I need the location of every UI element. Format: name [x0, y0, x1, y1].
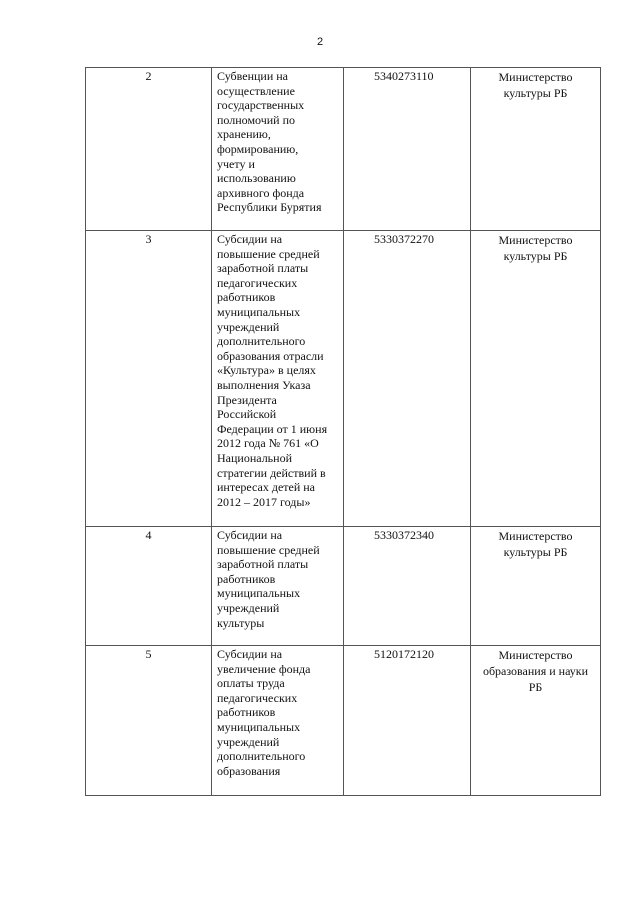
subsidy-name-line: государственных — [217, 98, 305, 113]
ministry — [471, 231, 601, 527]
subsidy-name-line: Субсидии на — [217, 528, 283, 542]
ministry-line: образования и науки — [482, 664, 589, 678]
table-row — [86, 231, 601, 527]
subsidies-table — [85, 67, 601, 796]
subsidy-name-line: архивного фонда — [217, 185, 305, 200]
ministry — [471, 527, 601, 646]
subsidy-name-line: дополнительного — [217, 749, 306, 764]
subsidy-name-line: выполнения Указа — [217, 377, 311, 392]
row-number: 5 — [86, 646, 212, 796]
subsidy-name-line: 2012 – 2017 годы» — [217, 494, 311, 509]
subsidy-name-line: повышение средней — [217, 246, 320, 261]
subsidy-name-line: 2012 года № 761 «О — [217, 436, 319, 451]
ministry-line: Министерство — [498, 70, 573, 84]
subsidy-name-line: Субвенции на — [217, 69, 289, 83]
subsidy-name-line: хранению, — [217, 127, 271, 142]
ministry — [471, 68, 601, 231]
subsidy-name-line: учреждений — [217, 319, 280, 334]
ministry — [471, 646, 601, 796]
subsidy-name-line: формированию, — [217, 141, 299, 156]
subsidy-name-line: Субсидии на — [217, 232, 283, 246]
subsidy-name-line: работников — [217, 290, 276, 305]
subsidy-name-line: педагогических — [217, 275, 298, 290]
subsidy-name-line: увеличение фонда — [217, 661, 311, 676]
ministry-line: Министерство — [498, 233, 573, 247]
subsidy-name-line: стратегии действий в — [217, 465, 326, 480]
subsidy-name-line: Президента — [217, 392, 277, 407]
subsidy-name-line: учреждений — [217, 734, 280, 749]
ministry-line: РБ — [528, 680, 543, 694]
subsidy-name-line: образования отрасли — [217, 348, 324, 363]
subsidy-name-line: Республики Бурятия — [217, 200, 322, 215]
subsidy-name-line: интересах детей на — [217, 480, 316, 495]
subsidy-name — [212, 68, 344, 231]
table-row — [86, 527, 601, 646]
subsidy-name-line: Субсидии на — [217, 647, 283, 661]
row-number: 3 — [86, 231, 212, 527]
subsidy-name — [212, 646, 344, 796]
ministry-line: культуры РБ — [503, 545, 568, 559]
ministry-line: культуры РБ — [503, 86, 568, 100]
row-number: 2 — [86, 68, 212, 231]
page-number: 2 — [316, 36, 324, 48]
subsidy-name-line: Национальной — [217, 450, 292, 465]
ministry-line: культуры РБ — [503, 249, 568, 263]
table-row — [86, 68, 601, 231]
subsidy-name-line: муниципальных — [217, 304, 301, 319]
budget-code: 5120172120 — [344, 646, 471, 796]
subsidy-name-line: педагогических — [217, 690, 298, 705]
subsidy-name-line: Российской — [217, 407, 277, 422]
subsidy-name-line: заработной платы — [217, 557, 309, 572]
subsidy-name-line: образования — [217, 763, 281, 778]
subsidy-name — [212, 231, 344, 527]
subsidy-name-line: работников — [217, 571, 276, 586]
subsidy-name-line: «Культура» в целях — [217, 363, 316, 378]
subsidy-name-line: муниципальных — [217, 586, 301, 601]
subsidy-name-line: учету и — [217, 156, 255, 171]
budget-code: 5330372340 — [344, 527, 471, 646]
subsidy-name-line: учреждений — [217, 600, 280, 615]
subsidy-name-line: муниципальных — [217, 719, 301, 734]
subsidy-name-line: Федерации от 1 июня — [217, 421, 328, 436]
subsidy-name-line: заработной платы — [217, 261, 309, 276]
subsidy-name-line: полномочий по — [217, 112, 296, 127]
ministry-line: Министерство — [498, 529, 573, 543]
budget-code: 5330372270 — [344, 231, 471, 527]
subsidy-name-line: использованию — [217, 171, 296, 186]
budget-code: 5340273110 — [344, 68, 471, 231]
subsidy-name-line: повышение средней — [217, 542, 320, 557]
table-body — [86, 68, 601, 796]
subsidy-name-line: оплаты труда — [217, 676, 285, 691]
subsidy-name-line: культуры — [217, 615, 265, 630]
subsidy-name — [212, 527, 344, 646]
subsidy-name-line: работников — [217, 705, 276, 720]
table-row — [86, 646, 601, 796]
row-number: 4 — [86, 527, 212, 646]
subsidy-name-line: дополнительного — [217, 334, 306, 349]
ministry-line: Министерство — [498, 648, 573, 662]
subsidy-name-line: осуществление — [217, 83, 295, 98]
